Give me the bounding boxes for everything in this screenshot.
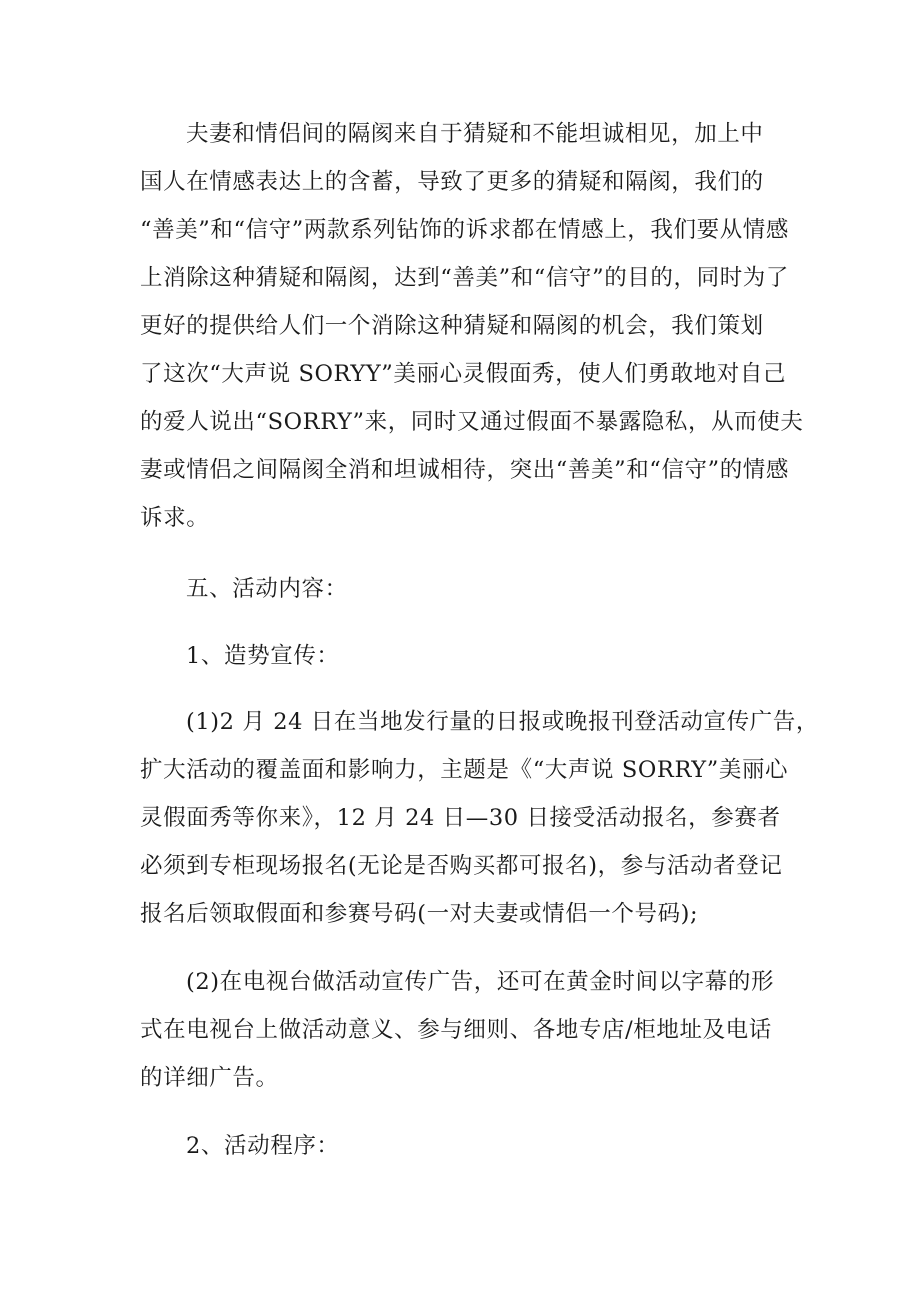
heading-text: 1、造势宣传： xyxy=(186,643,340,669)
text-line: 灵假面秀等你来》，12 月 24 日—30 日接受活动报名，参赛者 xyxy=(140,805,781,831)
paragraph-background xyxy=(140,110,804,542)
paragraph-newspaper-ad xyxy=(140,698,819,938)
text-line: 式在电视台上做活动意义、参与细则、各地专店/柜地址及电话 xyxy=(140,1017,772,1043)
text-line: 妻或情侣之间隔阂全消和坦诚相待，突出“善美”和“信守”的情感 xyxy=(140,457,790,483)
text-line: 了这次“大声说 SORYY”美丽心灵假面秀，使人们勇敢地对自己 xyxy=(140,361,787,387)
text-line: 更好的提供给人们一个消除这种猜疑和隔阂的机会，我们策划 xyxy=(140,313,764,339)
text-line: 上消除这种猜疑和隔阂，达到“善美”和“信守”的目的，同时为了 xyxy=(140,265,790,291)
text-line: (1)2 月 24 日在当地发行量的日报或晚报刊登活动宣传广告， xyxy=(186,709,819,735)
text-line: 的详细广告。 xyxy=(140,1065,279,1091)
text-line: 诉求。 xyxy=(140,505,210,531)
section-heading-activity-content xyxy=(140,565,785,613)
text-line: 必须到专柜现场报名(无论是否购买都可报名)，参与活动者登记 xyxy=(140,853,783,879)
text-line: (2)在电视台做活动宣传广告，还可在黄金时间以字幕的形 xyxy=(186,969,775,995)
heading-text: 五、活动内容： xyxy=(186,576,348,602)
heading-text: 2、活动程序： xyxy=(186,1133,340,1159)
paragraph-tv-ad xyxy=(140,958,785,1102)
subheading-activity-procedure xyxy=(140,1122,785,1170)
text-line: 国人在情感表达上的含蓄，导致了更多的猜疑和隔阂，我们的 xyxy=(140,169,764,195)
text-line: 夫妻和情侣间的隔阂来自于猜疑和不能坦诚相见，加上中 xyxy=(186,121,764,147)
text-line: 的爱人说出“SORRY”来，同时又通过假面不暴露隐私，从而使夫 xyxy=(140,409,804,435)
text-line: 报名后领取假面和参赛号码(一对夫妻或情侣一个号码); xyxy=(140,901,699,927)
subheading-promotion xyxy=(140,632,785,680)
text-line: “善美”和“信守”两款系列钻饰的诉求都在情感上，我们要从情感 xyxy=(140,217,790,243)
text-line: 扩大活动的覆盖面和影响力，主题是《“大声说 SORRY”美丽心 xyxy=(140,757,789,783)
